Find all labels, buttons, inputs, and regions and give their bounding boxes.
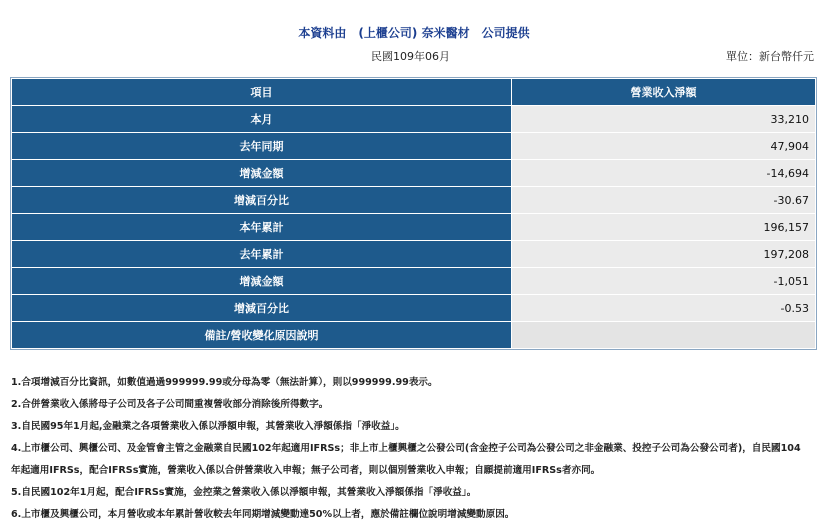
- footnote: 5.自民國102年1月起，配合IFRSs實施，金控業之營業收入係以淨額申報，其營業收入淨額係指「淨收益」。: [11, 487, 477, 498]
- row-value: -30.67: [512, 187, 816, 214]
- footnotes: [11, 372, 817, 526]
- row-label: 本月: [12, 106, 512, 133]
- row-label: 增減金額: [12, 268, 512, 295]
- revenue-table: [11, 78, 816, 349]
- footnote: 2.合併營業收入係將母子公司及各子公司間重複營收部分消除後所得數字。: [11, 399, 329, 410]
- row-value: -0.53: [512, 295, 816, 322]
- row-label: 去年累計: [12, 241, 512, 268]
- table-row: [12, 295, 816, 322]
- table-row: [12, 214, 816, 241]
- currency-unit: 單位：新台幣仟元: [726, 50, 814, 63]
- table-row: [12, 322, 816, 349]
- table-row: [12, 241, 816, 268]
- row-value: 196,157: [512, 214, 816, 241]
- row-value: -14,694: [512, 160, 816, 187]
- table-row: [12, 187, 816, 214]
- column-header-item: 項目: [12, 79, 512, 106]
- row-label: 備註/營收變化原因說明: [12, 322, 512, 349]
- row-value: 197,208: [512, 241, 816, 268]
- table-header-row: [12, 79, 816, 106]
- footnote: 4.上市櫃公司、興櫃公司、及金管會主管之金融業自民國102年起適用IFRSs；非上市上櫃興櫃之公發公司(含金控子公司為公發公司之非金融業、投控子公司為公發公司者)，自民國104: [11, 443, 801, 454]
- remarks-value: [512, 322, 816, 349]
- row-value: 33,210: [512, 106, 816, 133]
- row-label: 增減百分比: [12, 295, 512, 322]
- report-period: 民國109年06月: [371, 50, 450, 63]
- footnote: 3.自民國95年1月起,金融業之各項營業收入係以淨額申報，其營業收入淨額係指「淨收益」。: [11, 421, 405, 432]
- table-row: [12, 160, 816, 187]
- footnote: 1.合項增減百分比資訊，如數值過過999999.99或分母為零（無法計算），則以999999.99表示。: [11, 377, 438, 388]
- column-header-revenue: 營業收入淨額: [512, 79, 816, 106]
- footnote: 年起適用IFRSs，配合IFRSs實施，營業收入係以合併營業收入申報；無子公司者，則以個別營業收入申報；自願提前適用IFRSs者亦同。: [11, 465, 601, 476]
- row-label: 去年同期: [12, 133, 512, 160]
- row-value: 47,904: [512, 133, 816, 160]
- row-label: 增減金額: [12, 160, 512, 187]
- row-value: -1,051: [512, 268, 816, 295]
- row-label: 增減百分比: [12, 187, 512, 214]
- page-title: 本資料由 (上櫃公司) 奈米醫材 公司提供: [298, 26, 530, 40]
- footnote: 6.上市櫃及興櫃公司，本月營收或本年累計營收較去年同期增減變動達50%以上者，應於備註欄位說明增減變動原因。: [11, 509, 515, 520]
- table-row: [12, 106, 816, 133]
- row-label: 本年累計: [12, 214, 512, 241]
- table-row: [12, 268, 816, 295]
- table-row: [12, 133, 816, 160]
